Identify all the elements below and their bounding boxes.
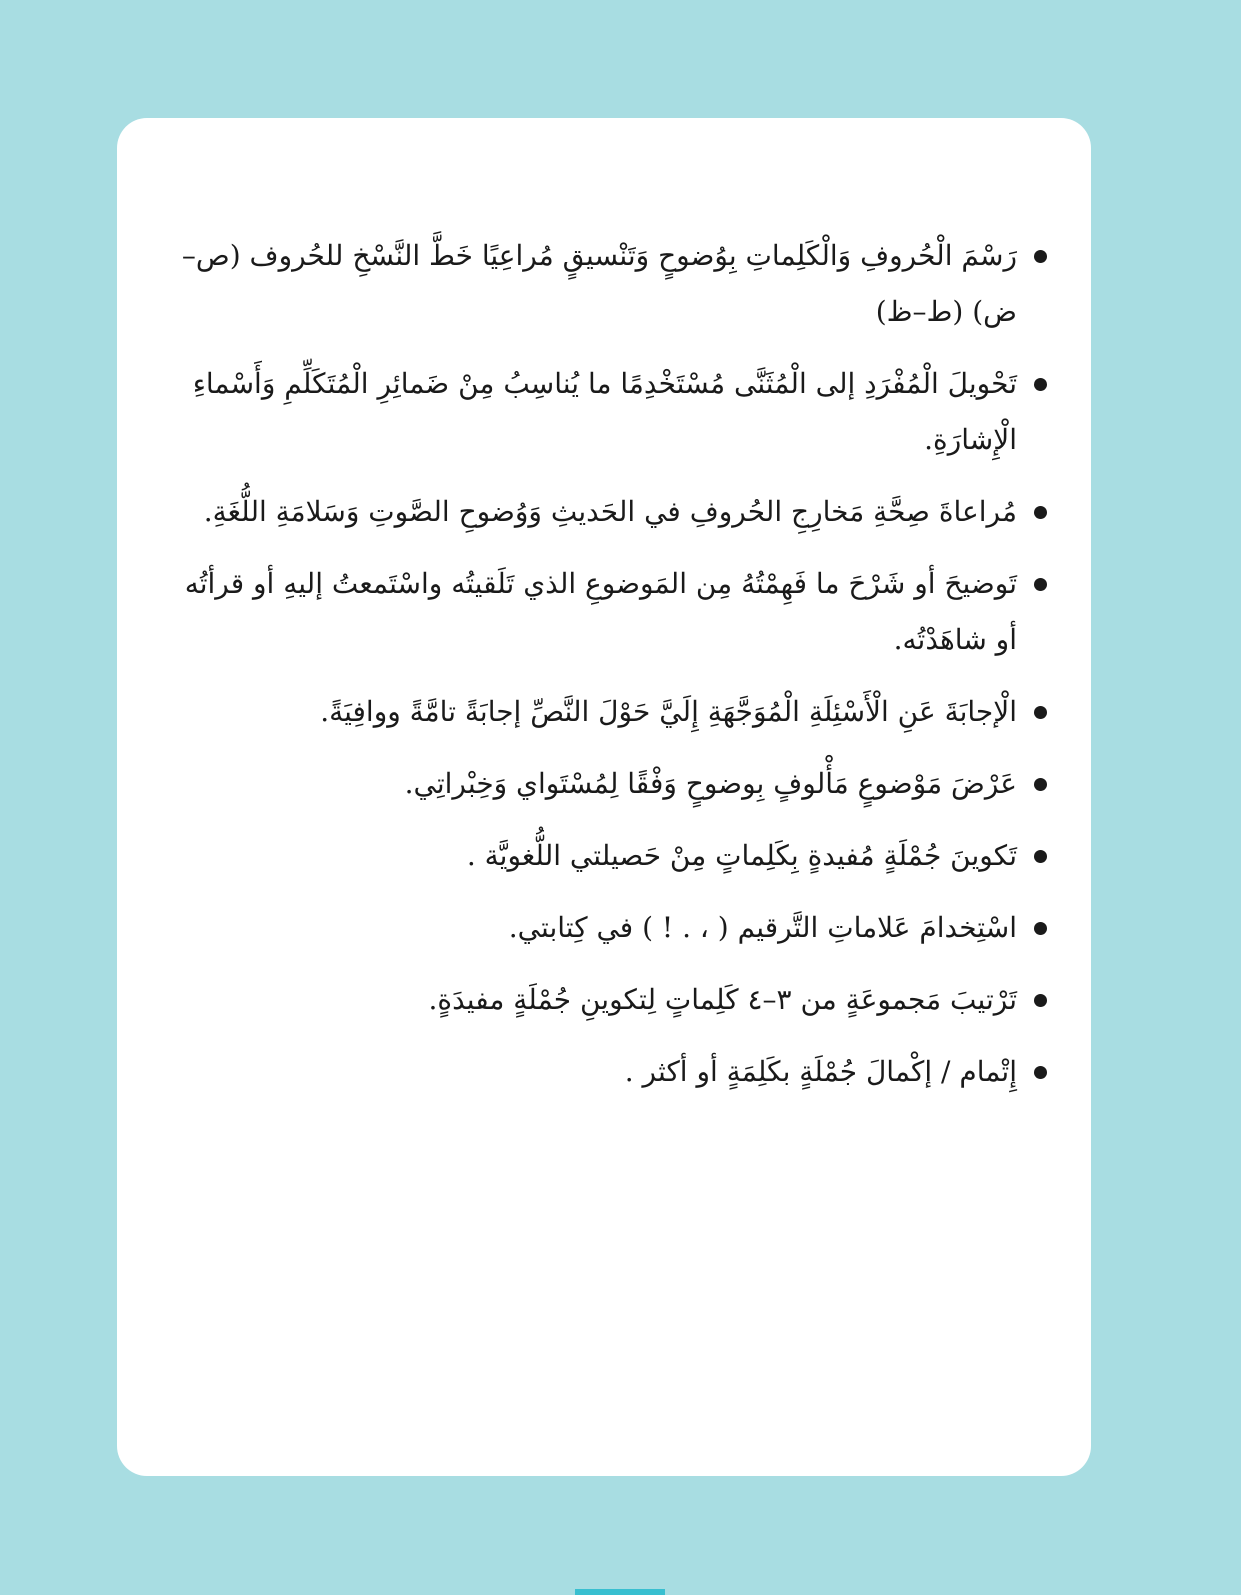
bullet-icon bbox=[1034, 506, 1047, 519]
list-item bbox=[165, 828, 1047, 884]
objective-text: تَحْويلَ الْمُفْرَدِ إلى الْمُثَنَّى مُسْتَخْدِمًا ما يُناسِبُ مِنْ ضَمائِرِ الْمُتَكَلِّمِ وَأَسْماءِ الْإِشارَةِ. bbox=[192, 367, 1017, 456]
objective-text: رَسْمَ الْحُروفِ وَالْكَلِماتِ بِوُضوحٍ وَتَنْسيقٍ مُراعِيًا خَطَّ النَّسْخِ للحُروف (ص–ض) (ط–ظ) bbox=[181, 239, 1017, 328]
objective-text: إِتْمام / إكْمالَ جُمْلَةٍ بكَلِمَةٍ أو أكثر . bbox=[624, 1055, 1017, 1088]
bullet-icon bbox=[1034, 922, 1047, 935]
bullet-icon bbox=[1034, 1066, 1047, 1079]
objective-text: الْإجابَةَ عَنِ الْأَسْئِلَةِ الْمُوَجَّهَةِ إِلَيَّ حَوْلَ النَّصِّ إجابَةً تامَّةً ووافِيَةً. bbox=[320, 695, 1017, 728]
list-item bbox=[165, 900, 1047, 956]
objective-text: عَرْضَ مَوْضوعٍ مَأْلوفٍ بِوضوحٍ وَفْقًا لِمُسْتَواي وَخِبْراتِي. bbox=[404, 767, 1017, 800]
list-item bbox=[165, 228, 1047, 340]
objective-text: مُراعاةَ صِحَّةِ مَخارِجِ الحُروفِ في الحَديثِ وَوُضوحِ الصَّوتِ وَسَلامَةِ اللُّغَةِ. bbox=[203, 495, 1017, 528]
list-item bbox=[165, 684, 1047, 740]
bullet-icon bbox=[1034, 578, 1047, 591]
list-item bbox=[165, 556, 1047, 668]
objective-text: تَكوينَ جُمْلَةٍ مُفيدةٍ بِكَلِماتٍ مِنْ حَصيلتي اللُّغويَّة . bbox=[466, 839, 1017, 872]
objectives-list bbox=[165, 228, 1047, 1116]
objective-text: اسْتِخدامَ عَلاماتِ التَّرقيم ( ، . ! ) في كِتابتي. bbox=[508, 911, 1017, 944]
list-item bbox=[165, 356, 1047, 468]
list-item bbox=[165, 972, 1047, 1028]
objective-text: تَرْتيبَ مَجموعَةٍ من ٣–٤ كَلِماتٍ لِتكوينِ جُمْلَةٍ مفيدَةٍ. bbox=[428, 983, 1017, 1016]
list-item bbox=[165, 756, 1047, 812]
bullet-icon bbox=[1034, 706, 1047, 719]
list-item bbox=[165, 484, 1047, 540]
bullet-icon bbox=[1034, 850, 1047, 863]
bullet-icon bbox=[1034, 778, 1047, 791]
bullet-icon bbox=[1034, 994, 1047, 1007]
bullet-icon bbox=[1034, 250, 1047, 263]
objective-text: تَوضيحَ أو شَرْحَ ما فَهِمْتُهُ مِن المَوضوعِ الذي تَلَقيتُه واسْتَمعتُ إليهِ أو قرأتُه أو شاهَدْتُه. bbox=[184, 567, 1017, 656]
bullet-icon bbox=[1034, 378, 1047, 391]
page-tab bbox=[575, 1589, 665, 1595]
list-item bbox=[165, 1044, 1047, 1100]
content-card bbox=[117, 118, 1091, 1476]
